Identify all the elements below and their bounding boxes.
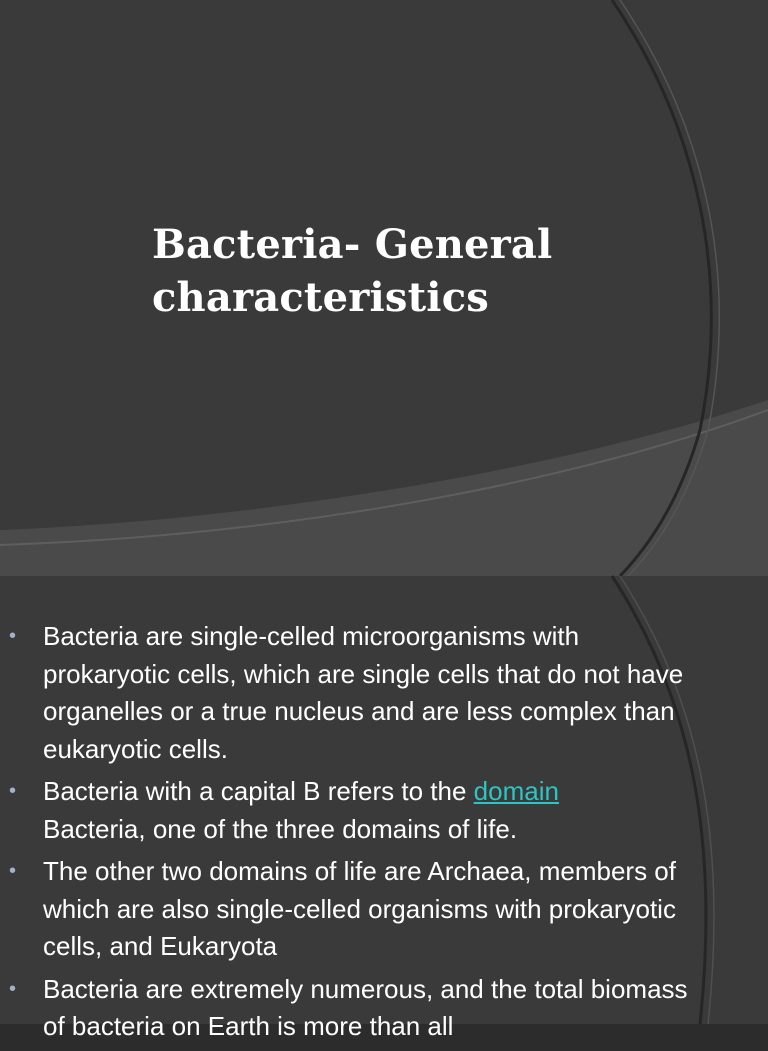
bullet-item <box>0 853 768 966</box>
bullet-dot-icon: • <box>9 625 17 647</box>
bullet-item <box>0 618 768 768</box>
bullet-dot-icon: • <box>9 780 17 802</box>
bullet-item <box>0 971 768 1046</box>
domain-link[interactable]: domain <box>473 776 559 806</box>
bullet-text-continued: Bacteria, one of the three domains of life. <box>43 813 518 844</box>
slide-2 <box>0 576 768 1041</box>
bullet-text: The other two domains of life are Archaea, members of which are also single-celled organisms with prokaryotic cells, and Eukaryota <box>43 856 676 961</box>
bullet-dot-icon: • <box>9 860 17 882</box>
bullet-text: Bacteria are extremely numerous, and the total biomass of bacteria on Earth is more than all <box>43 973 688 1041</box>
slide-title <box>152 218 552 324</box>
bullet-item <box>0 773 768 848</box>
bullet-text: Bacteria with a capital B refers to the <box>43 776 474 806</box>
title-line-2: characteristics <box>152 274 489 321</box>
bullet-dot-icon: • <box>9 977 17 1000</box>
bullet-text: Bacteria are single-celled microorganisms with prokaryotic cells, which are single cells that do not have organelles or a true nucleus and are less complex than eukaryotic cells. <box>43 621 684 764</box>
bullet-list <box>0 618 768 1051</box>
title-line-1: Bacteria- General <box>152 221 553 268</box>
